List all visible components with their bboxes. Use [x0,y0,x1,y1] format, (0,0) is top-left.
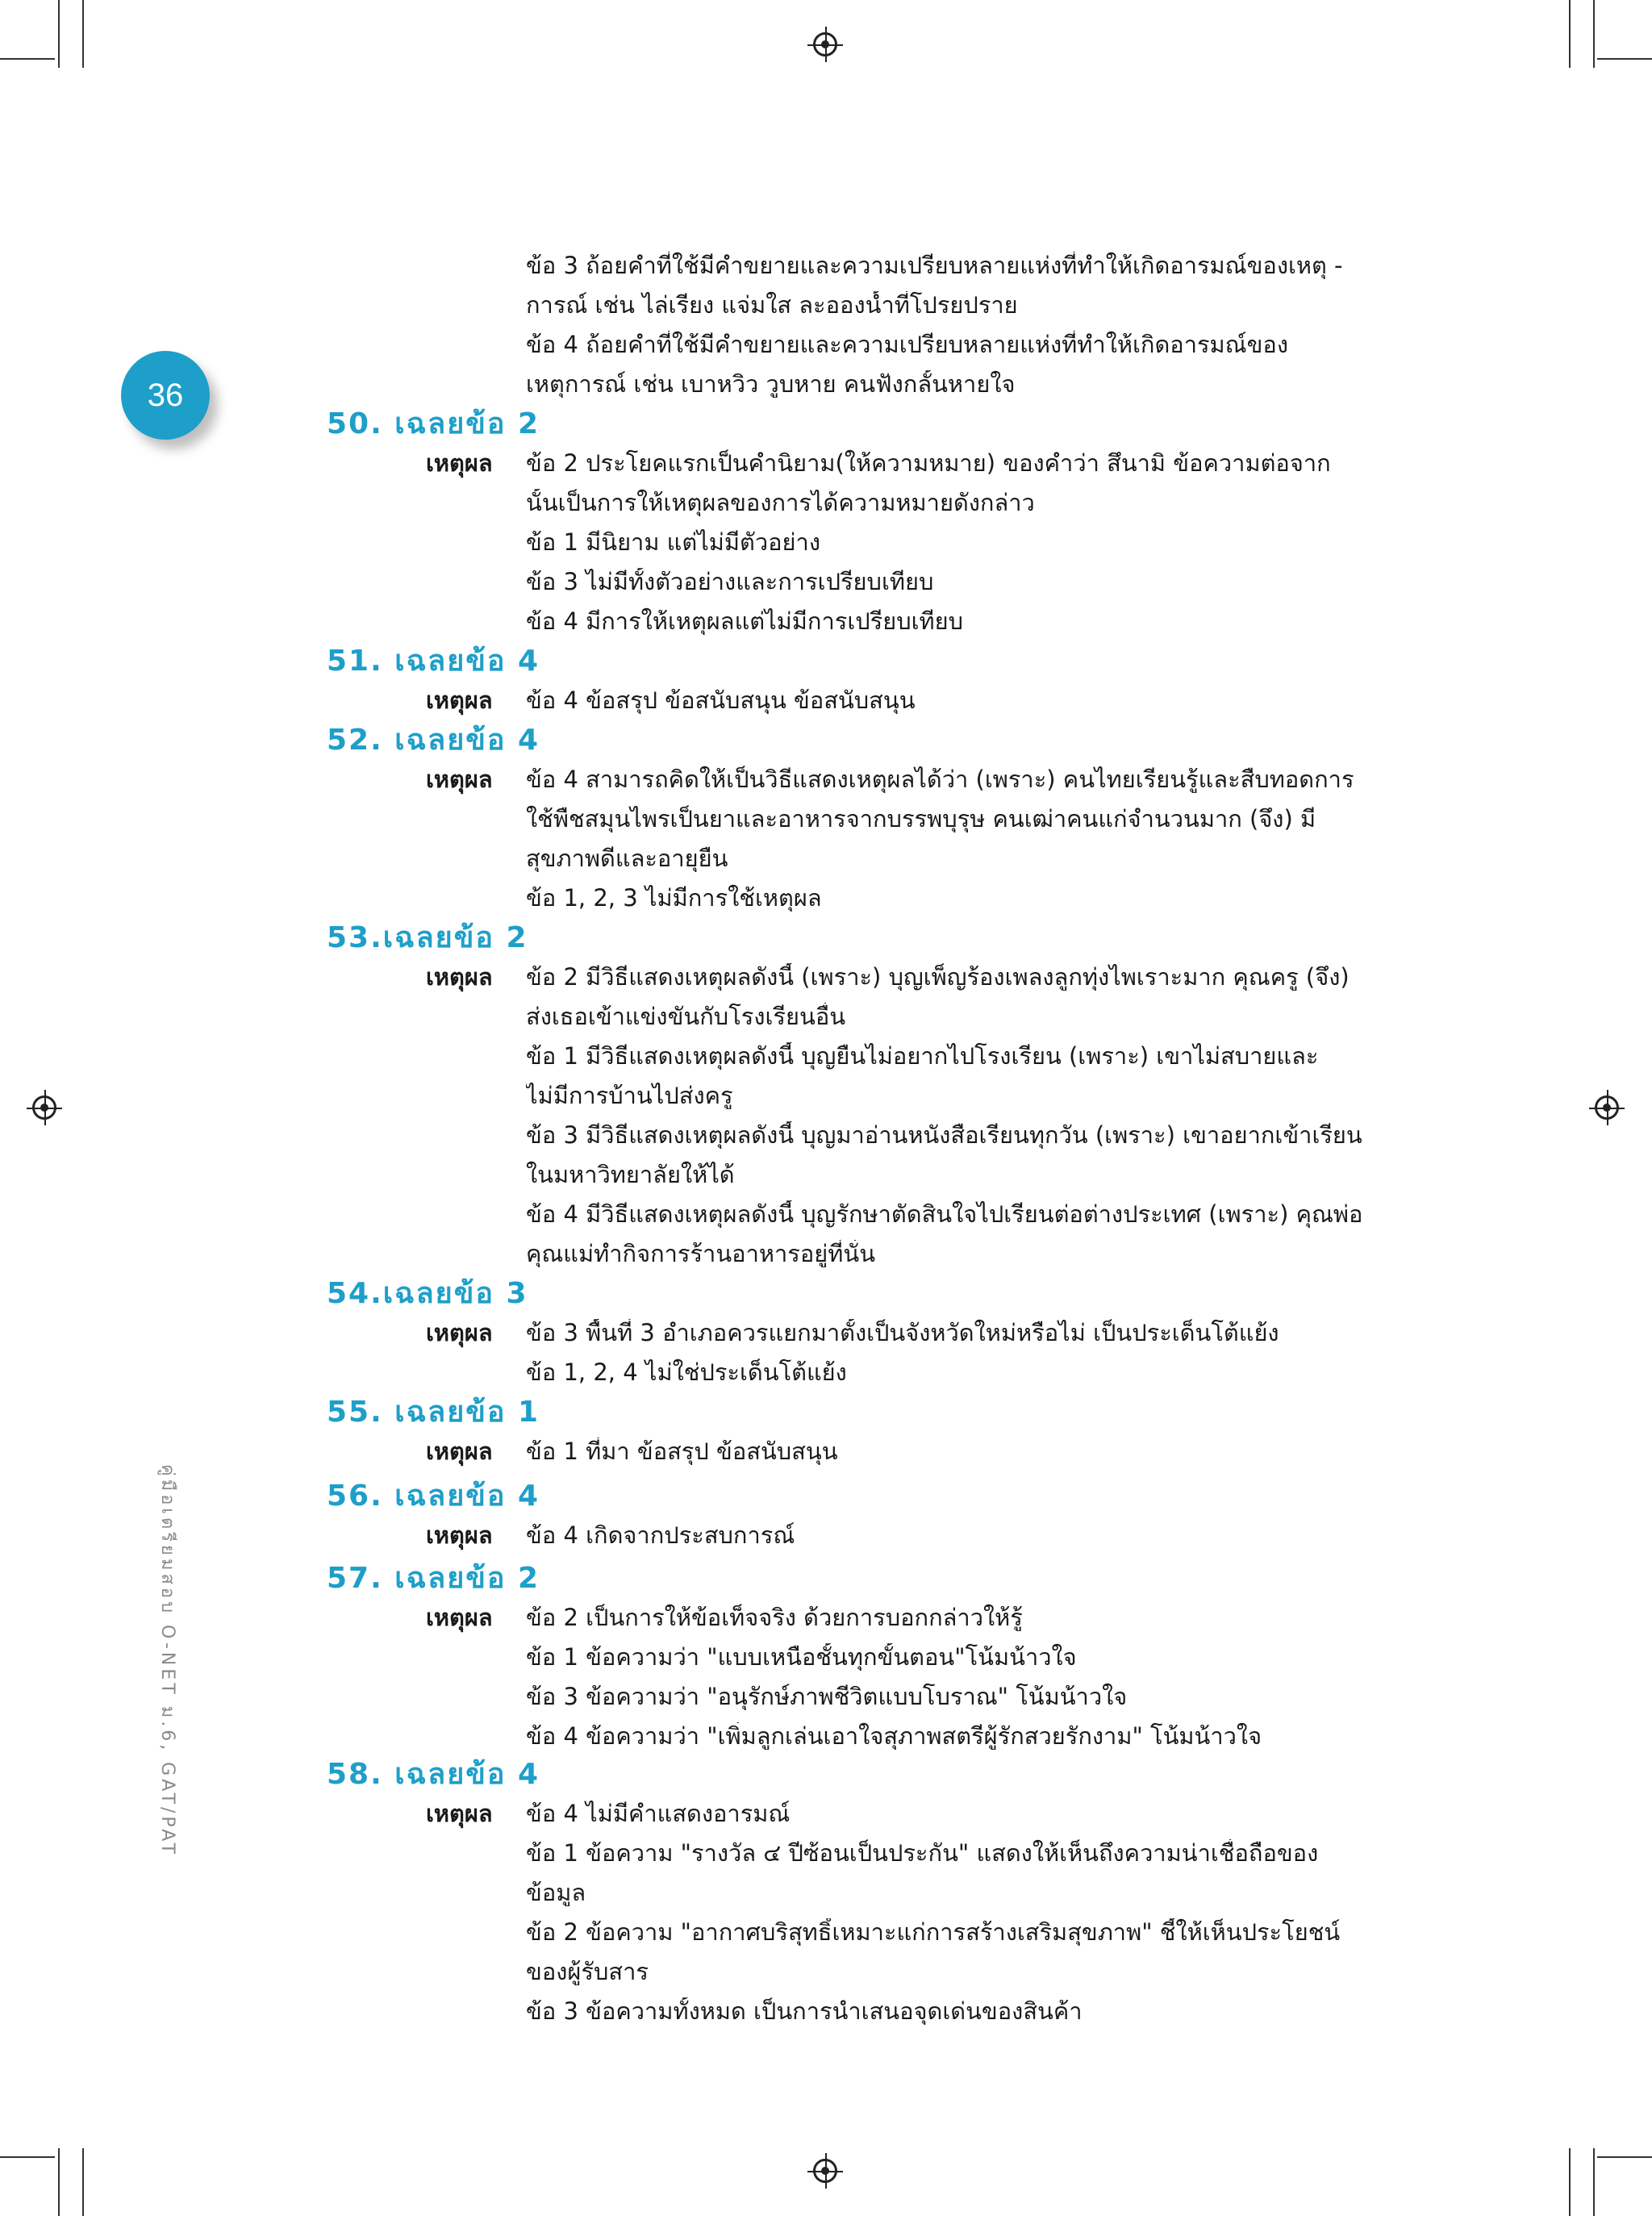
explanation-line: ข้อ 4 ข้อสรุป ข้อสนับสนุน ข้อสนับสนุน [526,687,916,714]
reason-label: เหตุผล [426,963,493,991]
reason-label: เหตุผล [426,1319,493,1346]
explanation-line: ข้อ 3 ไม่มีทั้งตัวอย่างและการเปรียบเทียบ [526,568,934,595]
answer-heading: 54.เฉลยข้อ 3 [327,1277,528,1310]
explanation-line: การณ์ เช่น ไล่เรียง แจ่มใส ละอองน้ำที่โปรยปราย [526,291,1018,319]
registration-mark-icon [813,2159,837,2183]
answer-heading: 55. เฉลยข้อ 1 [327,1396,540,1429]
explanation-line: ข้อ 1, 2, 3 ไม่มีการใช้เหตุผล [526,884,822,912]
answer-heading: 53.เฉลยข้อ 2 [327,921,528,954]
explanation-line: นั้นเป็นการให้เหตุผลของการได้ความหมายดังกล่าว [526,489,1035,516]
reason-label: เหตุผล [426,1521,493,1549]
explanation-line: ในมหาวิทยาลัยให้ได้ [526,1161,735,1188]
explanation-line: ข้อ 3 ถ้อยคำที่ใช้มีคำขยายและความเปรียบหลายแห่งที่ทำให้เกิดอารมณ์ของเหตุ - [526,252,1343,279]
side-label: คู่มือเตรียมสอบ O-NET ม.6, GAT/PAT [157,1464,177,1858]
explanation-line: ใช้พืชสมุนไพรเป็นยาและอาหารจากบรรพบุรุษ คนเฒ่าคนแก่จำนวนมาก (จึง) มี [526,805,1316,833]
reason-label: เหตุผล [426,1800,493,1827]
explanation-line: ข้อ 2 เป็นการให้ข้อเท็จจริง ด้วยการบอกกล่าวให้รู้ [526,1604,1023,1631]
registration-mark-icon [1595,1095,1619,1120]
explanation-line: ข้อ 3 ข้อความว่า "อนุรักษ์ภาพชีวิตแบบโบราณ" โน้มน้าวใจ [526,1683,1128,1710]
explanation-line: ข้อ 1, 2, 4 ไม่ใช่ประเด็นโต้แย้ง [526,1358,847,1386]
registration-mark-icon [813,32,837,56]
explanation-line: ข้อมูล [526,1879,586,1906]
explanation-line: ข้อ 4 ไม่มีคำแสดงอารมณ์ [526,1800,791,1827]
explanation-line: สุขภาพดีและอายุยืน [526,845,728,872]
answer-heading: 51. เฉลยข้อ 4 [327,645,540,678]
registration-mark-icon [32,1095,56,1120]
explanation-line: ข้อ 4 มีวิธีแสดงเหตุผลดังนี้ บุญรักษาตัดสินใจไปเรียนต่อต่างประเทศ (เพราะ) คุณพ่อ [526,1200,1363,1228]
explanation-line: เหตุการณ์ เช่น เบาหวิว วูบหาย คนฟังกลั้นหายใจ [526,370,1016,398]
reason-label: เหตุผล [426,1438,493,1465]
explanation-line: ข้อ 1 ข้อความ "รางวัล ๔ ปีซ้อนเป็นประกัน" แสดงให้เห็นถึงความน่าเชื่อถือของ [526,1839,1319,1867]
explanation-line: ข้อ 3 ข้อความทั้งหมด เป็นการนำเสนอจุดเด่นของสินค้า [526,1997,1083,2025]
explanation-line: ข้อ 3 มีวิธีแสดงเหตุผลดังนี้ บุญมาอ่านหนังสือเรียนทุกวัน (เพราะ) เขาอยากเข้าเรียน [526,1121,1362,1149]
answer-heading: 52. เฉลยข้อ 4 [327,724,540,757]
explanation-line: ข้อ 1 ข้อความว่า "แบบเหนือชั้นทุกขั้นตอน"โน้มน้าวใจ [526,1643,1077,1671]
answer-heading: 58. เฉลยข้อ 4 [327,1758,540,1791]
reason-label: เหตุผล [426,687,493,714]
page-number: 36 [121,351,210,440]
explanation-line: ข้อ 4 เกิดจากประสบการณ์ [526,1521,795,1549]
explanation-line: ข้อ 4 สามารถคิดให้เป็นวิธีแสดงเหตุผลได้ว่า (เพราะ) คนไทยเรียนรู้และสืบทอดการ [526,766,1354,793]
explanation-line: ข้อ 1 ที่มา ข้อสรุป ข้อสนับสนุน [526,1438,838,1465]
explanation-line: ส่งเธอเข้าแข่งขันกับโรงเรียนอื่น [526,1003,846,1030]
explanation-line: ข้อ 2 ประโยคแรกเป็นคำนิยาม(ให้ความหมาย) ของคำว่า สึนามิ ข้อความต่อจาก [526,449,1331,477]
explanation-line: ข้อ 2 ข้อความ "อากาศบริสุทธิ์เหมาะแก่การสร้างเสริมสุขภาพ" ชี้ให้เห็นประโยชน์ [526,1918,1341,1946]
explanation-line: ข้อ 4 ถ้อยคำที่ใช้มีคำขยายและความเปรียบหลายแห่งที่ทำให้เกิดอารมณ์ของ [526,331,1288,358]
explanation-line: ข้อ 2 มีวิธีแสดงเหตุผลดังนี้ (เพราะ) บุญเพ็ญร้องเพลงลูกทุ่งไพเราะมาก คุณครู (จึง) [526,963,1350,991]
answer-heading: 57. เฉลยข้อ 2 [327,1562,540,1595]
answer-heading: 56. เฉลยข้อ 4 [327,1479,540,1513]
explanation-line: ข้อ 4 มีการให้เหตุผลแต่ไม่มีการเปรียบเทียบ [526,607,964,635]
explanation-line: ข้อ 4 ข้อความว่า "เพิ่มลูกเล่นเอาใจสุภาพสตรีผู้รักสวยรักงาม" โน้มน้าวใจ [526,1722,1262,1750]
explanation-line: ข้อ 3 พื้นที่ 3 อำเภอควรแยกมาตั้งเป็นจังหวัดใหม่หรือไม่ เป็นประเด็นโต้แย้ง [526,1319,1279,1346]
reason-label: เหตุผล [426,766,493,793]
answer-heading: 50. เฉลยข้อ 2 [327,407,540,440]
explanation-line: ข้อ 1 มีนิยาม แต่ไม่มีตัวอย่าง [526,528,820,556]
explanation-line: ของผู้รับสาร [526,1958,649,1985]
explanation-line: ข้อ 1 มีวิธีแสดงเหตุผลดังนี้ บุญยืนไม่อยากไปโรงเรียน (เพราะ) เขาไม่สบายและ [526,1042,1319,1070]
reason-label: เหตุผล [426,1604,493,1631]
explanation-line: ไม่มีการบ้านไปส่งครู [526,1082,733,1109]
explanation-line: คุณแม่ทำกิจการร้านอาหารอยู่ที่นั่น [526,1240,876,1267]
reason-label: เหตุผล [426,449,493,477]
